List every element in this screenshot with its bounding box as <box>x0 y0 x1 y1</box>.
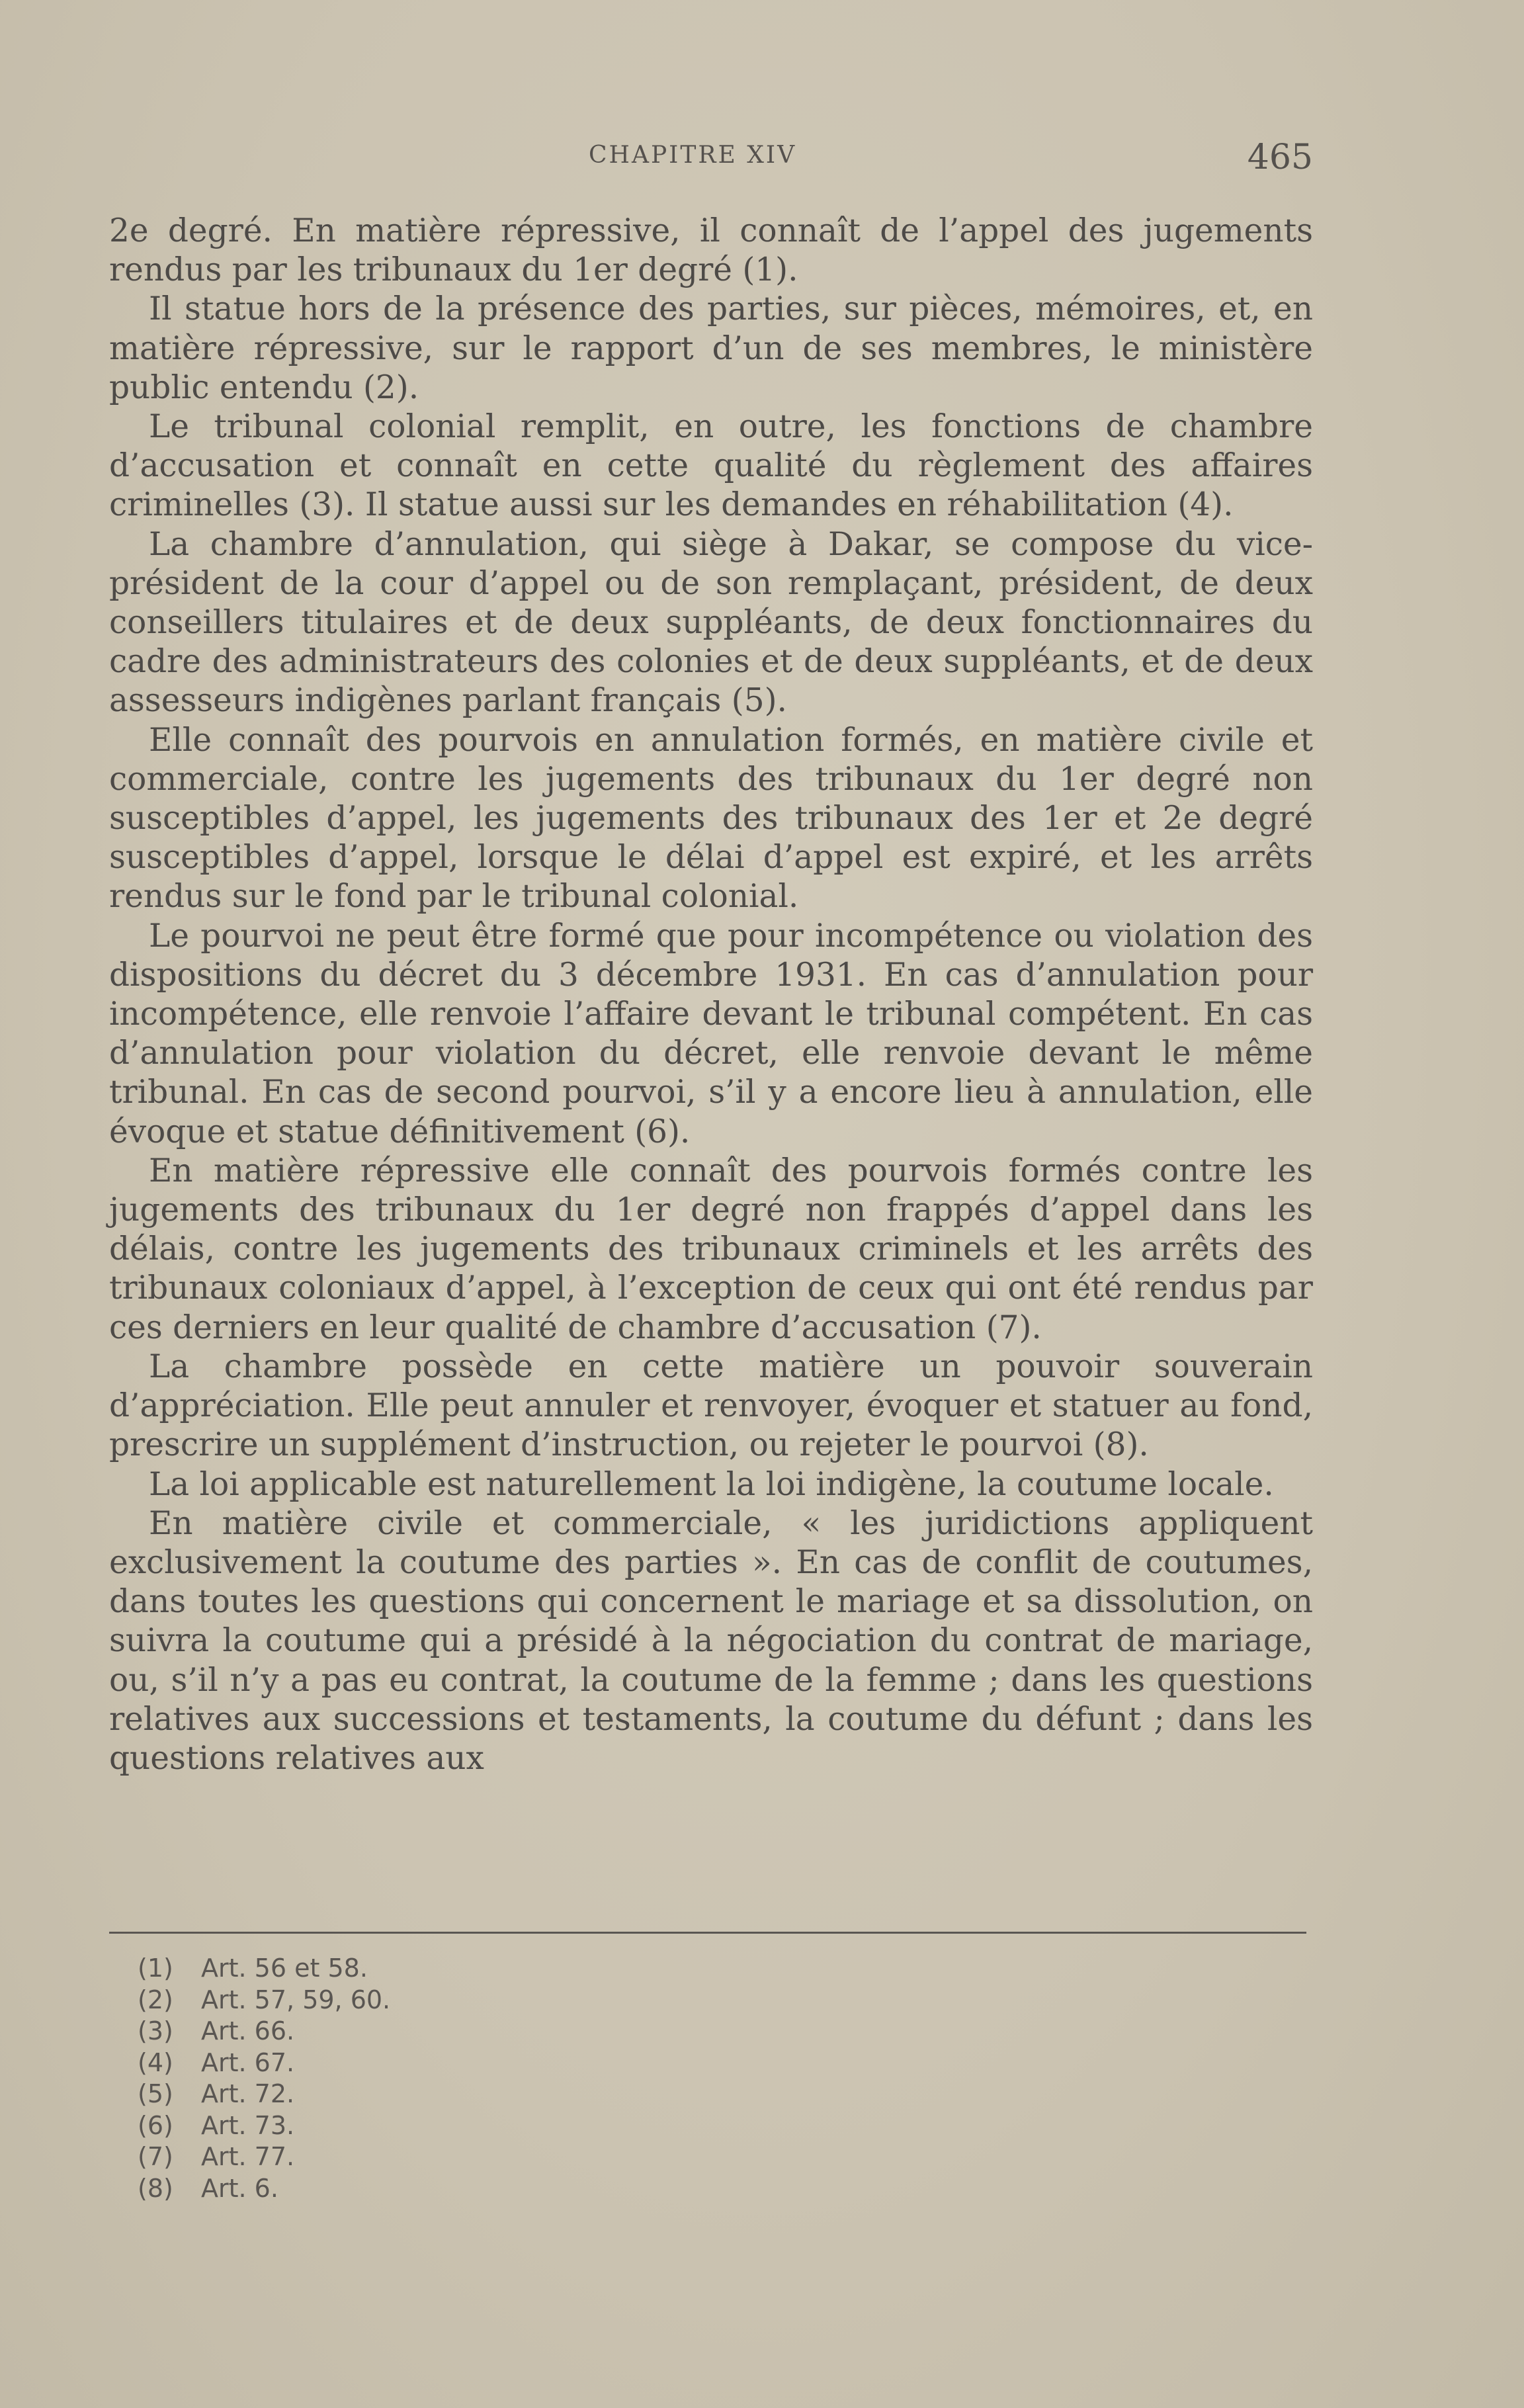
footnote-number: (8) <box>138 2173 173 2203</box>
paragraph: En matière répressive elle connaît des pourvois formés contre les jugements des tribunaux du 1er degré non frappés d’appel dans les délais, contre les jugements des tribunaux criminels et les arrêts des tribunaux coloniaux d’appel, à l’exception de ceux qui ont été rendus par ces derniers en leur qualité de chambre d’accusation (7). <box>109 1152 1313 1346</box>
footnote-number: (4) <box>138 2047 173 2077</box>
footnote-number: (7) <box>138 2142 173 2171</box>
running-title: CHAPITRE XIV <box>589 142 797 169</box>
footnote <box>138 2141 733 2173</box>
footnote-divider <box>109 1932 1306 1934</box>
paragraph: En matière civile et commerciale, « les juridictions appliquent exclusivement la coutume des parties ». En cas de conflit de coutumes, dans toutes les questions qui concernent le mariage et sa dissolution, on suivra la coutume qui a présidé à la négociation du contrat de mariage, ou, s’il n’y a pas eu contrat, la coutume de la femme ; dans les questions relatives aux successions et testaments, la coutume du défunt ; dans les questions relatives aux <box>109 1504 1313 1777</box>
paragraph: 2e degré. En matière répressive, il connaît de l’appel des jugements rendus par les tribunaux du 1er degré (1). <box>109 212 1313 289</box>
footnote-number: (3) <box>138 2016 173 2045</box>
paragraph: La chambre d’annulation, qui siège à Dakar, se compose du vice-président de la cour d’appel ou de son remplaçant, président, de deux conseillers titulaires et de deux suppléants, de deux fonctionnaires du cadre des administrateurs des colonies et de deux suppléants, et de deux assesseurs indigènes parlant français (5). <box>109 525 1313 720</box>
footnote <box>138 2016 733 2047</box>
footnotes <box>138 1953 733 2204</box>
footnote-text: Art. 73. <box>201 2110 295 2140</box>
footnote <box>138 1953 733 1985</box>
footnote-text: Art. 77. <box>201 2142 295 2171</box>
footnote <box>138 1985 733 2016</box>
footnote <box>138 2110 733 2142</box>
paragraph: Le tribunal colonial remplit, en outre, les fonctions de chambre d’accusation et connaît en cette qualité du règlement des affaires criminelles (3). Il statue aussi sur les demandes en réhabilitation (4). <box>109 408 1313 524</box>
running-head <box>109 138 1313 177</box>
footnote-text: Art. 72. <box>201 2079 295 2108</box>
footnote-text: Art. 67. <box>201 2047 295 2077</box>
paragraph: La chambre possède en cette matière un pouvoir souverain d’appréciation. Elle peut annuler et renvoyer, évoquer et statuer au fond, prescrire un supplément d’instruction, ou rejeter le pourvoi (8). <box>109 1348 1313 1464</box>
paragraph: Il statue hors de la présence des parties, sur pièces, mémoires, et, en matière répressive, sur le rapport d’un de ses membres, le ministère public entendu (2). <box>109 290 1313 406</box>
body-text <box>109 212 1313 1778</box>
footnote-text: Art. 66. <box>201 2016 295 2045</box>
paragraph: La loi applicable est naturellement la loi indigène, la coutume locale. <box>149 1465 1274 1503</box>
footnote <box>138 2173 733 2205</box>
footnote-text: Art. 56 et 58. <box>201 1954 368 1983</box>
footnote-text: Art. 57, 59, 60. <box>201 1985 391 2014</box>
footnote <box>138 2079 733 2110</box>
page-number: 465 <box>1247 138 1313 177</box>
footnote-number: (5) <box>138 2079 173 2108</box>
footnote-text: Art. 6. <box>201 2173 278 2203</box>
footnote-number: (6) <box>138 2110 173 2140</box>
paragraph: Elle connaît des pourvois en annulation formés, en matière civile et commerciale, contre les jugements des tribunaux du 1er degré non susceptibles d’appel, les jugements des tribunaux des 1er et 2e degré susceptibles d’appel, lorsque le délai d’appel est expiré, et les arrêts rendus sur le fond par le tribunal colonial. <box>109 721 1313 916</box>
footnote <box>138 2047 733 2079</box>
paragraph: Le pourvoi ne peut être formé que pour incompétence ou violation des dispositions du décret du 3 décembre 1931. En cas d’annulation pour incompétence, elle renvoie l’affaire devant le tribunal compétent. En cas d’annulation pour violation du décret, elle renvoie devant le même tribunal. En cas de second pourvoi, s’il y a encore lieu à annulation, elle évoque et statue définitivement (6). <box>109 917 1313 1150</box>
footnote-number: (2) <box>138 1985 173 2014</box>
footnote-number: (1) <box>138 1954 173 1983</box>
